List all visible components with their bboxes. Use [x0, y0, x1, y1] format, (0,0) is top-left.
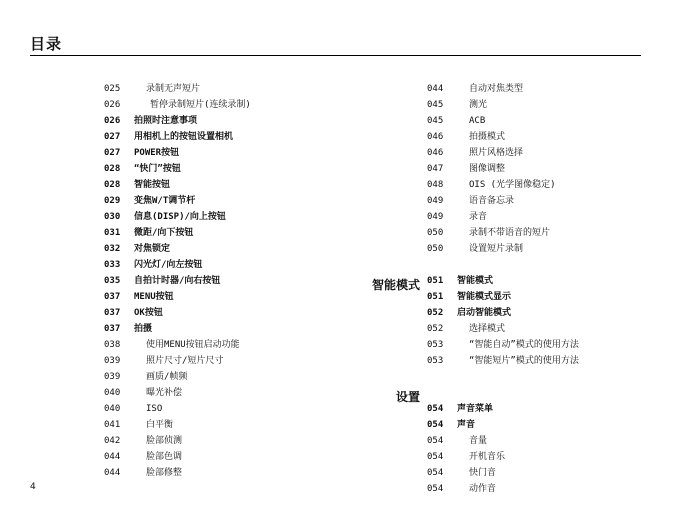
- toc-page-number: 044: [104, 452, 121, 462]
- toc-entry[interactable]: [104, 145, 354, 161]
- toc-page-number: 050: [427, 228, 444, 238]
- toc-right-column: [427, 81, 647, 497]
- toc-entry[interactable]: [104, 193, 354, 209]
- toc-page-number: 054: [427, 468, 444, 478]
- toc-page-number: 025: [104, 84, 121, 94]
- toc-entry[interactable]: [427, 289, 647, 305]
- toc-entry-text: 选择模式: [469, 324, 506, 334]
- toc-entry[interactable]: [104, 433, 354, 449]
- toc-entry-text: 设置短片录制: [469, 244, 524, 254]
- toc-entry-text: ISO: [146, 404, 163, 414]
- toc-page-number: 028: [104, 180, 121, 190]
- page-title: 目录: [30, 35, 63, 53]
- toc-entry-text: 声音菜单: [457, 404, 494, 414]
- toc-page-number: 054: [427, 452, 444, 462]
- toc-entry-text: 暂停录制短片(连续录制): [150, 100, 251, 110]
- toc-entry-text: “快门”按钮: [134, 164, 181, 174]
- toc-page-number: 032: [104, 244, 121, 254]
- toc-entry[interactable]: [104, 417, 354, 433]
- toc-entry[interactable]: [104, 353, 354, 369]
- toc-entry-text: 使用MENU按钮启动功能: [146, 340, 240, 350]
- toc-page-number: 053: [427, 340, 444, 350]
- toc-entry-text: OIS (光学图像稳定): [469, 180, 556, 190]
- toc-entry-text: 信息(DISP)/向上按钮: [134, 212, 226, 222]
- toc-entry-text: 智能模式显示: [457, 292, 512, 302]
- toc-entry[interactable]: [427, 145, 647, 161]
- toc-entry[interactable]: [104, 321, 354, 337]
- title-divider: [30, 55, 641, 56]
- toc-entry-text: 测光: [469, 100, 488, 110]
- toc-entry-text: 图像调整: [469, 164, 506, 174]
- toc-entry[interactable]: [104, 305, 354, 321]
- toc-entry[interactable]: [104, 209, 354, 225]
- toc-entry-text: 音量: [469, 436, 488, 446]
- toc-entry[interactable]: [427, 241, 647, 257]
- toc-entry-text: 快门音: [469, 468, 497, 478]
- toc-page-number: 031: [104, 228, 121, 238]
- toc-page-number: 028: [104, 164, 121, 174]
- toc-entry-text: 脸部色调: [146, 452, 183, 462]
- toc-entry[interactable]: [104, 465, 354, 481]
- toc-entry-text: 白平衡: [146, 420, 174, 430]
- toc-entry-text: 脸部修整: [146, 468, 183, 478]
- toc-entry-text: 录制无声短片: [146, 84, 201, 94]
- toc-entry-text: MENU按钮: [134, 292, 174, 302]
- toc-entry[interactable]: [427, 129, 647, 145]
- toc-page-number: 042: [104, 436, 121, 446]
- toc-page-number: 053: [427, 356, 444, 366]
- toc-entry[interactable]: [104, 289, 354, 305]
- toc-entry[interactable]: [427, 353, 647, 369]
- toc-page-number: 037: [104, 324, 121, 334]
- page-number: 4: [30, 482, 36, 492]
- toc-entry[interactable]: [427, 305, 647, 321]
- toc-entry[interactable]: [427, 113, 647, 129]
- toc-page-number: 050: [427, 244, 444, 254]
- toc-page-number: 054: [427, 420, 444, 430]
- toc-entry[interactable]: [104, 97, 354, 113]
- toc-page-number: 026: [104, 116, 121, 126]
- toc-page-number: 029: [104, 196, 121, 206]
- toc-page-number: 045: [427, 100, 444, 110]
- toc-page-number: 054: [427, 404, 444, 414]
- toc-page-number: 026: [104, 100, 121, 110]
- toc-entry-text: 拍照时注意事项: [134, 116, 198, 126]
- toc-page-number: 035: [104, 276, 121, 286]
- toc-entry[interactable]: [104, 401, 354, 417]
- toc-entry-text: 开机音乐: [469, 452, 506, 462]
- toc-page-number: 052: [427, 308, 444, 318]
- toc-page-number: 027: [104, 132, 121, 142]
- toc-left-column: [104, 81, 354, 481]
- toc-page-number: 044: [427, 84, 444, 94]
- toc-entry[interactable]: [427, 481, 647, 497]
- toc-entry[interactable]: [104, 257, 354, 273]
- toc-page-number: 045: [427, 116, 444, 126]
- toc-entry[interactable]: [104, 161, 354, 177]
- toc-entry[interactable]: [104, 129, 354, 145]
- toc-entry-text: 对焦锁定: [134, 244, 171, 254]
- toc-entry[interactable]: [427, 449, 647, 465]
- toc-entry-text: 声音: [457, 420, 476, 430]
- toc-entry-text: 闪光灯/向左按钮: [134, 260, 203, 270]
- toc-entry[interactable]: [427, 225, 647, 241]
- toc-page-number: 052: [427, 324, 444, 334]
- toc-entry[interactable]: [427, 465, 647, 481]
- toc-page-number: 037: [104, 308, 121, 318]
- toc-entry-text: 录音: [469, 212, 488, 222]
- toc-entry[interactable]: [104, 385, 354, 401]
- toc-entry-text: 微距/向下按钮: [134, 228, 194, 238]
- toc-entry[interactable]: [427, 321, 647, 337]
- toc-entry-text: 脸部侦测: [146, 436, 183, 446]
- toc-page-number: 040: [104, 404, 121, 414]
- toc-page-number: 048: [427, 180, 444, 190]
- toc-page-number: 033: [104, 260, 121, 270]
- toc-entry[interactable]: [427, 177, 647, 193]
- toc-entry-text: 照片风格选择: [469, 148, 524, 158]
- toc-entry-text: 自动对焦类型: [469, 84, 524, 94]
- toc-entry[interactable]: [427, 401, 647, 417]
- toc-entry-text: 曝光补偿: [146, 388, 183, 398]
- toc-entry[interactable]: [427, 161, 647, 177]
- toc-entry-text: ACB: [469, 116, 486, 126]
- toc-entry[interactable]: [427, 433, 647, 449]
- toc-page-number: 051: [427, 276, 444, 286]
- toc-page-number: 046: [427, 132, 444, 142]
- toc-page-number: 054: [427, 436, 444, 446]
- toc-page-number: 044: [104, 468, 121, 478]
- toc-spacer: [427, 369, 647, 385]
- toc-entry[interactable]: [427, 417, 647, 433]
- toc-page-number: 049: [427, 212, 444, 222]
- toc-page-number: 040: [104, 388, 121, 398]
- toc-entry-text: 照片尺寸/短片尺寸: [146, 356, 224, 366]
- toc-entry-text: POWER按钮: [134, 148, 180, 158]
- toc-entry-text: 启动智能模式: [457, 308, 512, 318]
- toc-entry-text: “智能短片”模式的使用方法: [469, 356, 579, 366]
- toc-entry-text: 拍摄: [134, 324, 153, 334]
- toc-spacer: [427, 385, 647, 401]
- toc-entry-text: 用相机上的按钮设置相机: [134, 132, 234, 142]
- toc-entry-text: 自拍计时器/向右按钮: [134, 276, 221, 286]
- toc-entry[interactable]: [427, 97, 647, 113]
- toc-entry[interactable]: [104, 81, 354, 97]
- toc-page-number: 046: [427, 148, 444, 158]
- toc-entry-text: 录制不带语音的短片: [469, 228, 551, 238]
- toc-entry[interactable]: [104, 273, 354, 289]
- toc-page-number: 037: [104, 292, 121, 302]
- toc-page-number: 030: [104, 212, 121, 222]
- toc-page-number: 038: [104, 340, 121, 350]
- toc-entry[interactable]: [427, 337, 647, 353]
- toc-entry-text: 语音备忘录: [469, 196, 515, 206]
- toc-page-number: 027: [104, 148, 121, 158]
- toc-entry-text: 拍摄模式: [469, 132, 506, 142]
- section-label-smart-mode: 智能模式: [371, 278, 420, 292]
- toc-entry[interactable]: [104, 337, 354, 353]
- toc-page-number: 039: [104, 356, 121, 366]
- toc-entry-text: 画质/帧频: [146, 372, 188, 382]
- toc-page-number: 041: [104, 420, 121, 430]
- toc-page-number: 051: [427, 292, 444, 302]
- toc-entry[interactable]: [104, 177, 354, 193]
- toc-entry[interactable]: [104, 225, 354, 241]
- toc-page-number: 049: [427, 196, 444, 206]
- toc-entry-text: 智能按钮: [134, 180, 171, 190]
- toc-entry-text: 智能模式: [457, 276, 494, 286]
- toc-entry[interactable]: [427, 209, 647, 225]
- toc-entry[interactable]: [104, 241, 354, 257]
- toc-entry[interactable]: [104, 113, 354, 129]
- toc-entry[interactable]: [427, 81, 647, 97]
- section-label-settings: 设置: [395, 390, 420, 404]
- toc-entry-text: 变焦W/T调节杆: [134, 196, 196, 206]
- toc-entry-text: 动作音: [469, 484, 497, 494]
- toc-entry[interactable]: [427, 193, 647, 209]
- toc-entry[interactable]: [104, 449, 354, 465]
- toc-page-number: 047: [427, 164, 444, 174]
- toc-entry-text: “智能自动”模式的使用方法: [469, 340, 579, 350]
- toc-entry[interactable]: [104, 369, 354, 385]
- toc-entry[interactable]: [427, 273, 647, 289]
- toc-page-number: 054: [427, 484, 444, 494]
- toc-entry-text: OK按钮: [134, 308, 163, 318]
- toc-page-number: 039: [104, 372, 121, 382]
- toc-spacer: [427, 257, 647, 273]
